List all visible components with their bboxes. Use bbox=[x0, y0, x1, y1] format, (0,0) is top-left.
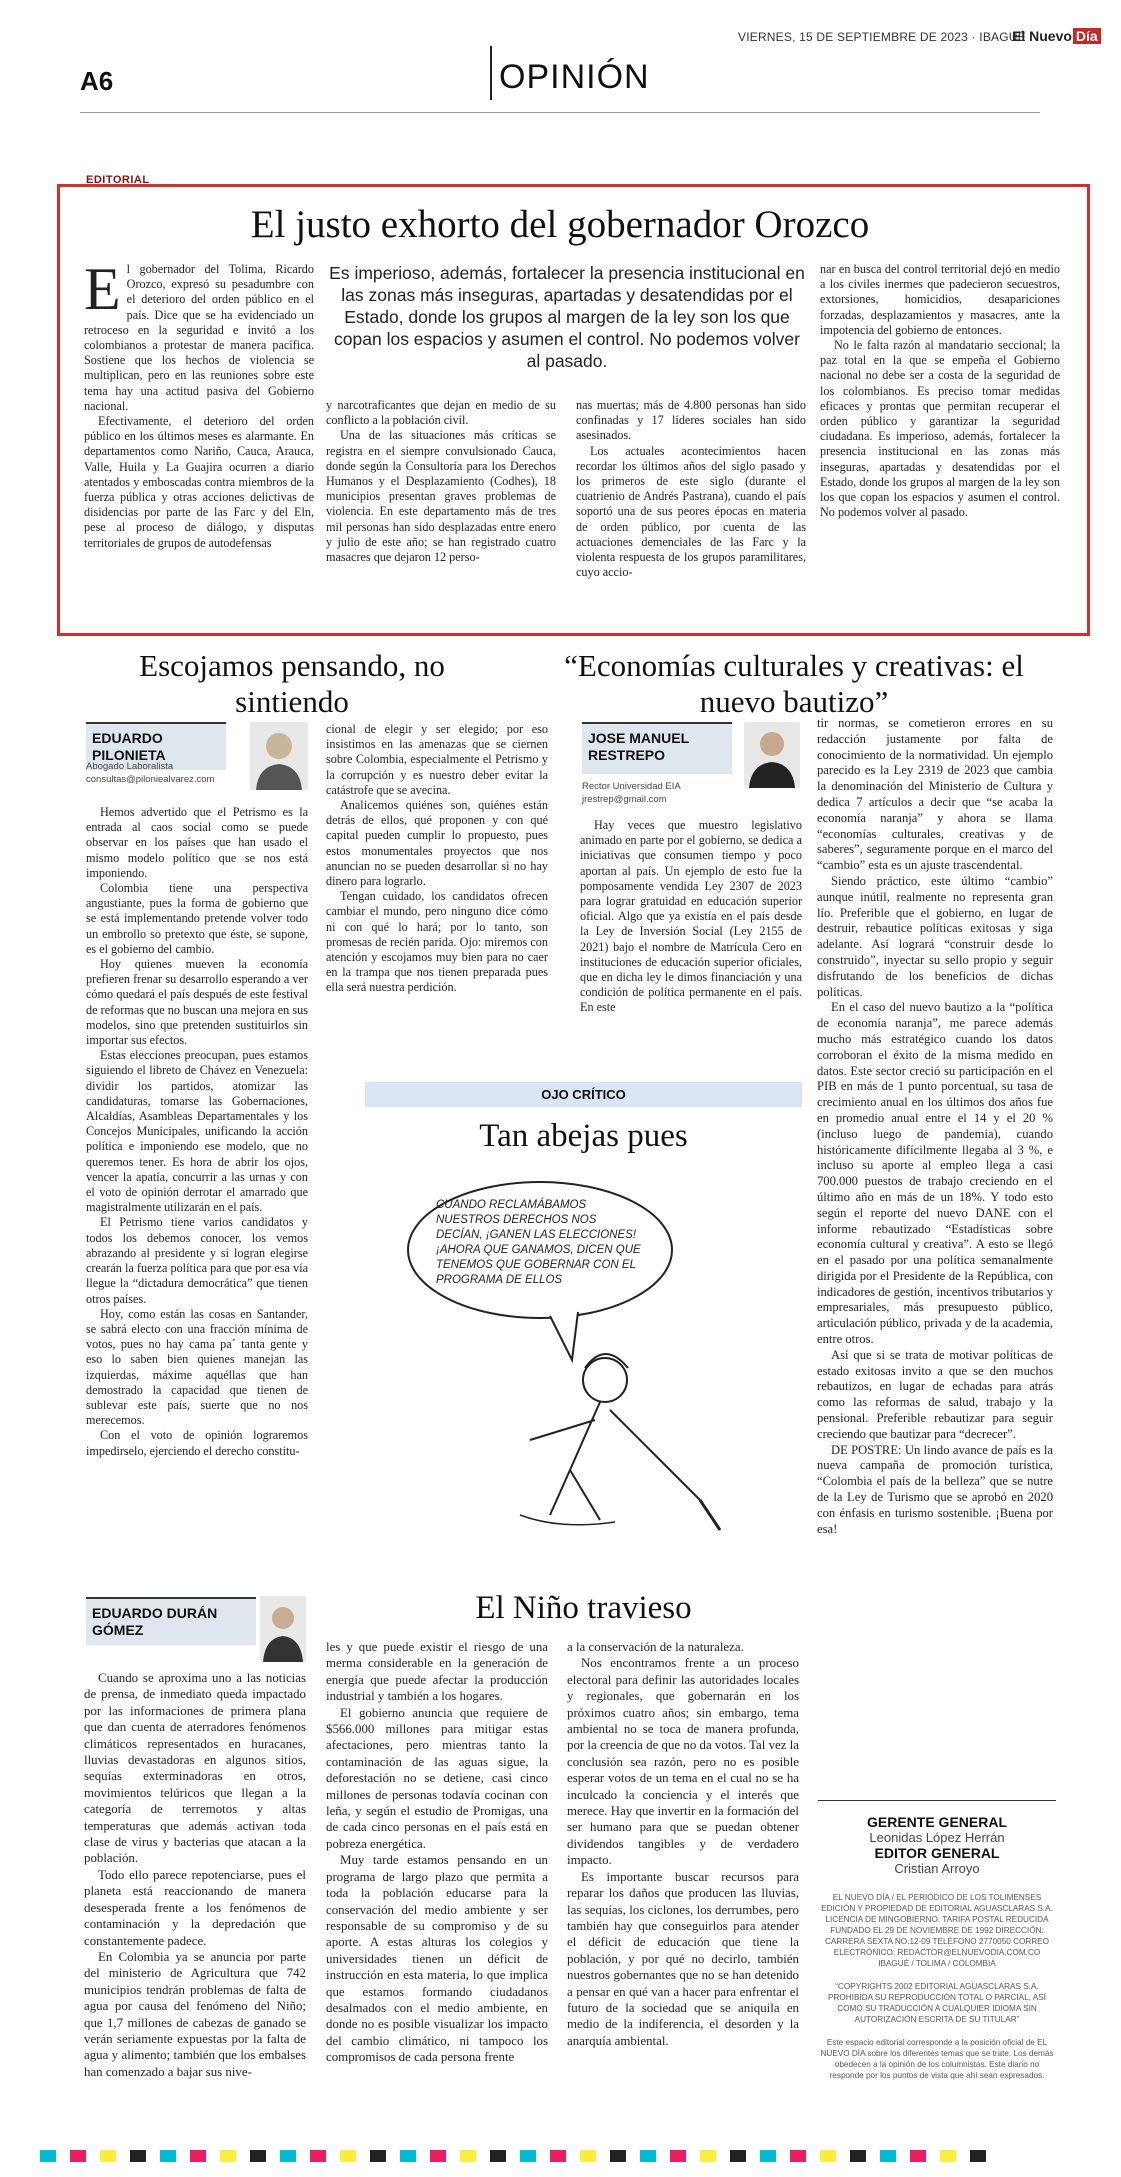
editorial-pull-quote: Es imperioso, además, fortalecer la presencia institucional en las zonas más inseguras, apartadas y desatendidas por el Estado, donde los grupos al margen de la ley son los que copan los espacios y asumen el control. No podemos volver al pasado. bbox=[329, 263, 805, 371]
issue-date: VIERNES, 15 DE SEPTIEMBRE DE 2023 · IBAGUÉ bbox=[738, 30, 1026, 44]
duran-title: El Niño travieso bbox=[475, 1590, 692, 1626]
cartoon-section-tag: OJO CRÍTICO bbox=[365, 1082, 802, 1107]
staff-name-gerente: Leonidas López Herrán bbox=[869, 1830, 1005, 1845]
print-color-bar bbox=[40, 2150, 1080, 2162]
section-title: OPINIÓN bbox=[499, 58, 650, 96]
editorial-kicker: EDITORIAL bbox=[86, 174, 150, 186]
duran-author: EDUARDO DURÁN GÓMEZ bbox=[86, 1597, 256, 1645]
header-divider bbox=[490, 46, 492, 100]
staff-box bbox=[818, 1814, 1056, 2081]
editorial-column-1: El gobernador del Tolima, Ricardo Orozco, expresó su pesadumbre con el deterioro del orden público en el país. Dice que se ha evidenciado un retroceso en la seguridad e invitó a los colombianos a protestar de manera pacífica. Sostiene que los hechos de violencia se multiplican, pero en las reuniones sobre este tema hay una actitud pasiva del Gobierno nacional. Efectivamente, el deterioro del orden público en los últimos meses es alarmante. En departamentos como Nariño, Cauca, Arauca, Valle, Huila y La Guajira ocurren a diario atentados y emboscadas contra miembros de la fuerza pública y otras acciones delictivas de disidencias por parte de las Farc y del Eln, pese al proceso de diálogo, y disputas territoriales de grupos de autodefensas bbox=[84, 256, 314, 550]
pilonieta-author: EDUARDO PILONIETA bbox=[86, 722, 226, 770]
drop-cap: E bbox=[84, 256, 121, 322]
pilonieta-column-2: cional de elegir y ser elegido; por eso insistimos en las amenazas que se ciernen sobre Colombia, especialmente el Petrismo y la corrupción y es nuestro deber evitar la catástrofe que se avecina. Analicemos quiénes son, quiénes están detrás de ellos, qué proponen y con qué capital pueden cumplir lo propuesto, pues estos monumentales proyectos que nos anuncian no se pueden desarrollar si no hay dinero para lograrlo. Tengan cuidado, los candidatos ofrecen cambiar el mundo, pero ninguno dice cómo ni con qué lo hará; por lo tanto, son promesas de recién parida. Ojo: miremos con atención y escojamos muy bien para no caer en la trampa que nos tienen preparada pues ella será nuestra perdición. bbox=[326, 722, 548, 995]
duran-column-3: a la conservación de la naturaleza. Nos encontramos frente a un proceso electoral para definir las autoridades locales y regionales, que gobernarán en los próximos cuatro años; sin embargo, tema ambiental no se toca de manera profunda, por la creencia de que no da votos. Tal vez la conclusión sea razón, pero no es posible esperar votos de un tema en el cual no se ha inculcado la conciencia y el interés que merece. Hay que invertir en la formación del ser humano para que se puedan obtener dividendos tangibles y de verdadero impacto. Es importante buscar recursos para reparar los daños que producen las lluvias, las sequías, los ciclones, los derrumbes, pero también hay que conseguirlos para atender el déficit de educación que tiene la población, y por qué no decirlo, también nuestros gobernantes que no se han detenido a pensar en qué van a hacer para enfrentar el futuro de la sociedad que se aniquila en medio de la indiferencia, el desorden y la anarquía ambiental. bbox=[567, 1640, 799, 2048]
newspaper-logo: El Nuevo Día bbox=[1012, 28, 1101, 44]
editorial-column-3: nas muertas; más de 4.800 personas han sido confinadas y 17 líderes sociales han sido asesinados. Los actuales acontecimientos hacen recordar los últimos años del siglo pasado y los primeros de este siglo (durante el cuatrienio de Andrés Pastrana), cuando el país soportó una de sus peores épocas en materia de orden público, por cuenta de las actuaciones demenciales de las Farc y la violenta respuesta de los grupos paramilitares, cuyo accio- bbox=[576, 398, 806, 580]
duran-column-1: Cuando se aproxima uno a las noticias de prensa, de inmediato queda impactado por las informaciones de primera plana que dan cuenta de aterradores fenómenos climáticos representados en huracanes, lluvias devastadoras en algunos sitios, sequías exterminadoras en otros, movimientos telúricos que llegan a la categoría de terremotos y altas temperaturas que además activan toda clase de virus y bacterias que atacan a la población. Todo ello parece repotenciarse, pues el planeta está reaccionando de manera desesperada frente a los fenómenos de contaminación y la depredación que constantemente padece. En Colombia ya se anuncia por parte del ministerio de Agricultura que 742 municipios tendrán problemas de falta de agua por causa del fenómeno del Niño; que 1,7 millones de cabezas de ganado se verán seriamente expuestas por la falta de agua y alimento; también que los embalses han comenzado a bajar sus nive- bbox=[84, 1671, 306, 2079]
staff-disclaimer: Este espacio editorial corresponde a la posición oficial de EL NUEVO DÍA sobre los diferentes temas que se trate. Los demás obedecen a la opinión de los columnistas. Este diario no responde por los puntos de vista que ahí sean expresados. bbox=[820, 2038, 1054, 2080]
pilonieta-column-1: Hemos advertido que el Petrismo es la entrada al caos social como se puede observar en los países que han usado el mismo modelo político que se nos está imponiendo. Colombia tiene una perspectiva angustiante, pues la forma de gobierno que se está implementando pretende volver todo un embrollo so pretexto que éste, se supone, es el gobierno del cambio. Hoy quienes mueven la economía prefieren frenar su desarrollo esperando a ver cómo quedará el país después de este festival de reformas que no buscan una mejora en sus modelos, sino que pretenden sustituirlos sin importar sus efectos. Estas elecciones preocupan, pues estamos siguiendo el libreto de Chávez en Venezuela: dividir los partidos, atomizar las candidaturas, tomarse las Gobernaciones, Alcaldías, Asambleas Departamentales y los Concejos Municipales, unificando la acción política e imponiendo ese modelo, que no queremos tener. Es hora de abrir los ojos, vencer la apatía, concurrir a las urnas y con el voto de opinión derrotar el amarrado que magistralmente utilizarán en el país. El Petrismo tiene varios candidatos y todos los debemos conocer, los vemos abrazando al presidente y si logran elegirse crearán la fuerza política para que por esa vía llegue la “dictadura democrática” que tienen otros países. Hoy, como están las cosas en Santander, se sabrá electo con una fracción mínima de votos, pues no hay cama pa´ tanta gente y eso lo saben bien quienes manejan las izquierdas, máxime aquéllas que han demostrado la capacidad que tienen de sublevar este país, suerte que no nos merecemos. Con el voto de opinión lograremos impedirselo, ejerciendo el derecho constitu- bbox=[86, 805, 308, 1458]
staff-heading-editor: EDITOR GENERAL bbox=[874, 1845, 1000, 1861]
staff-heading-gerente: GERENTE GENERAL bbox=[866, 1814, 1007, 1830]
header-rule bbox=[80, 112, 1040, 113]
duran-column-2: les y que puede existir el riesgo de una merma considerable en la generación de energía que puede afectar la producción industrial y también a los hogares. El gobierno anuncia que requiere de $566.000 millones para mitigar estas afectaciones, pero mientras tanto la contaminación de las aguas sigue, la deforestación no se detiene, casi cinco millones de personas todavía cocinan con leña, y según el estudio de Promigas, una de cada cinco personas en el país está en pobreza energética. Muy tarde estamos pensando en un programa de largo plazo que permita a toda la población educarse para la conservación del medio ambiente y ser responsable de su compromiso y de su aporte. A estas alturas los colegios y universidades tienen un déficit de instrucción en esta materia, lo que implica que estamos formando ciudadanos desalmados con el medio ambiente, en donde no es posible visualizar los impacto del cambio climático, ni tampoco los compromisos de cada persona frente bbox=[326, 1640, 548, 2065]
staff-copyright: “COPYRIGHTS 2002 EDITORIAL AGUASCLARAS S.A. PROHIBIDA SU REPRODUCCIÓN TOTAL O PARCIAL, ASÍ COMO SU TRADUCCIÓN A CUALQUIER IDIOMA SIN AUTORIZACIÓN ESCRITA DE SU TITULAR” bbox=[828, 1982, 1046, 2024]
restrepo-title: “Economías culturales y creativas: el nuevo bautizo” bbox=[564, 648, 1024, 719]
restrepo-photo bbox=[744, 722, 800, 788]
pilonieta-photo bbox=[250, 722, 308, 790]
staff-rule bbox=[818, 1800, 1056, 1801]
cartoon-title: Tan abejas pues bbox=[479, 1118, 688, 1154]
pilonieta-bio: Abogado Laboralista consultas@piloniealvarez.com bbox=[86, 761, 215, 785]
pilonieta-title: Escojamos pensando, no sintiendo bbox=[139, 648, 445, 719]
editorial-title: El justo exhorto del gobernador Orozco bbox=[250, 203, 870, 246]
staff-name-editor: Cristian Arroyo bbox=[894, 1861, 980, 1876]
cartoon-speech-text: CUANDO RECLAMÁBAMOS NUESTROS DERECHOS NOS DECÍAN, ¡GANEN LAS ELECCIONES! ¡AHORA QUE GANAMOS, DICEN QUE TENEMOS QUE GOBERNAR CON EL PROGRAMA DE ELLOS bbox=[436, 1199, 641, 1286]
restrepo-author: JOSE MANUEL RESTREPO bbox=[582, 722, 732, 774]
editorial-column-2: y narcotraficantes que dejan en medio de su conflicto a la población civil. Una de las situaciones más críticas se registra en el siempre convulsionado Cauca, donde según la Consultoría para los Derechos Humanos y el Desplazamiento (Codhes), 18 municipios presentan graves problemas de violencia. En este departamento más de tres mil personas han sido desplazadas entre enero y julio de este año; se han registrado cuatro masacres que dejaron 12 perso- bbox=[326, 398, 556, 565]
editorial-column-4: nar en busca del control territorial dejó en medio a los civiles inermes que padecieron secuestros, extorsiones, homicidios, desapariciones forzadas, desplazamientos y masacres, ante la impotencia del gobierno de entonces. No le falta razón al mandatario seccional; la paz total en la que se empeña el Gobierno nacional no debe ser a costa de la seguridad de los colombianos. Es preciso tomar medidas eficaces y prontas que permitan recuperar el orden público y garantizar la seguridad ciudadana. Es imperioso, además, fortalecer la presencia institucional en las zonas más inseguras, apartadas y desatendidas por el Estado, donde los grupos al margen de la ley son los que copan los espacios y asumen el control. No podemos volver al pasado. bbox=[820, 262, 1060, 520]
page-number: A6 bbox=[80, 66, 114, 96]
duran-photo bbox=[260, 1596, 306, 1662]
staff-legal-info: EL NUEVO DÍA / EL PERIÓDICO DE LOS TOLIMENSES EDICIÓN Y PROPIEDAD DE EDITORIAL AGUASCLARAS S.A. LICENCIA DE MINGOBIERNO. TARIFA POSTAL REDUCIDA FUNDADO EL 29 DE NOVIEMBRE DE 1992 DIRECCIÓN: CARRERA SEXTA NO.12-09 TELÉFONO 2770050 CORREO ELECTRÓNICO: REDACTOR@ELNUEVODIA.COM.CO IBAGUÉ / TOLIMA / COLOMBIA bbox=[821, 1893, 1053, 1968]
restrepo-bio: Rector Universidad EIA jrestrep@gmail.com bbox=[582, 781, 681, 805]
restrepo-column-1: Hay veces que muestro legislativo animado en parte por el gobierno, se dedica a iniciativas que consumen tiempo y poco aportan al país. Un ejemplo de esto fue la pomposamente vendida Ley 2307 de 2023 para lograr gratuidad en educación superior oficial. Algo que ya existía en el país desde la Ley de Inversión Social (Ley 2155 de 2021) bajo el nombre de Matrícula Cero en instituciones de educación superior oficiales, que en dicha ley le dimos financiación y una condición de política permanente en el país. En este bbox=[580, 818, 802, 1015]
restrepo-column-2: tir normas, se cometieron errores en su redacción justamente por falta de conocimiento de la normatividad. Un ejemplo parecido es la Ley 2319 de 2023 que cambia la denominación del Ministerio de Cultura y dedica 7 artículos a decir que “se acaba la economía naranja” y ahora se llama “economías culturales, creativas y de saberes”, seguramente porque en el marco del “cambio” esta es un ajuste trascendental. Siendo práctico, este último “cambio” aunque inútil, realmente no representa gran lío. Preferible que el gobierno, en lugar de destruir, rebautice políticas exitosas y siga adelante. Así logrará “construir desde lo construido”, inyectar su sello propio y seguir disfrutando de los beneficios de dichas políticas. En el caso del nuevo bautizo a la “política de economía naranja”, me parece además mucho más estratégico cuando los datos corroboran el éxito de la misma medido en datos. Este sector creció su participación en el PIB en más de 1 punto porcentual, su tasa de crecimiento anual en los últimos dos años fue en promedio anual entre el 14 y el 20 % (incluso luego de pandemia), cuando históricamente difícilmente llegaba al 3 %, e incluso su aporte al empleo llega a casi 700.000 puestos de trabajo creciendo en el último año en más de un 18%. Y todo esto según el reporte del nuevo DANE con el informe rebautizado “Estadísticas sobre economía cultural y creativa”. A esto se llegó en el pasado por una política semanalmente dirigida por el Presidente de la República, con indicadores de gestión, incentivos tributarios y empresariales, más presupuesto público, articulación público, privada y de la academia, entre otros. Así que si se trata de motivar políticas de estado exitosas invito a que se den muchos rebautizos, en lugar de echadas para atrás como las reformas de salud, trabajo y la pensional. Preferible rebautizar para seguir creciendo que bautizar para “decrecer”. DE POSTRE: Un lindo avance de país es la nueva campaña de promoción turística, “Colombia el país de la belleza” que se nutre de la Ley de Turismo que se aprobó en 2020 con énfasis en turismo sostenible. ¡Buena por esa! bbox=[817, 716, 1053, 1536]
